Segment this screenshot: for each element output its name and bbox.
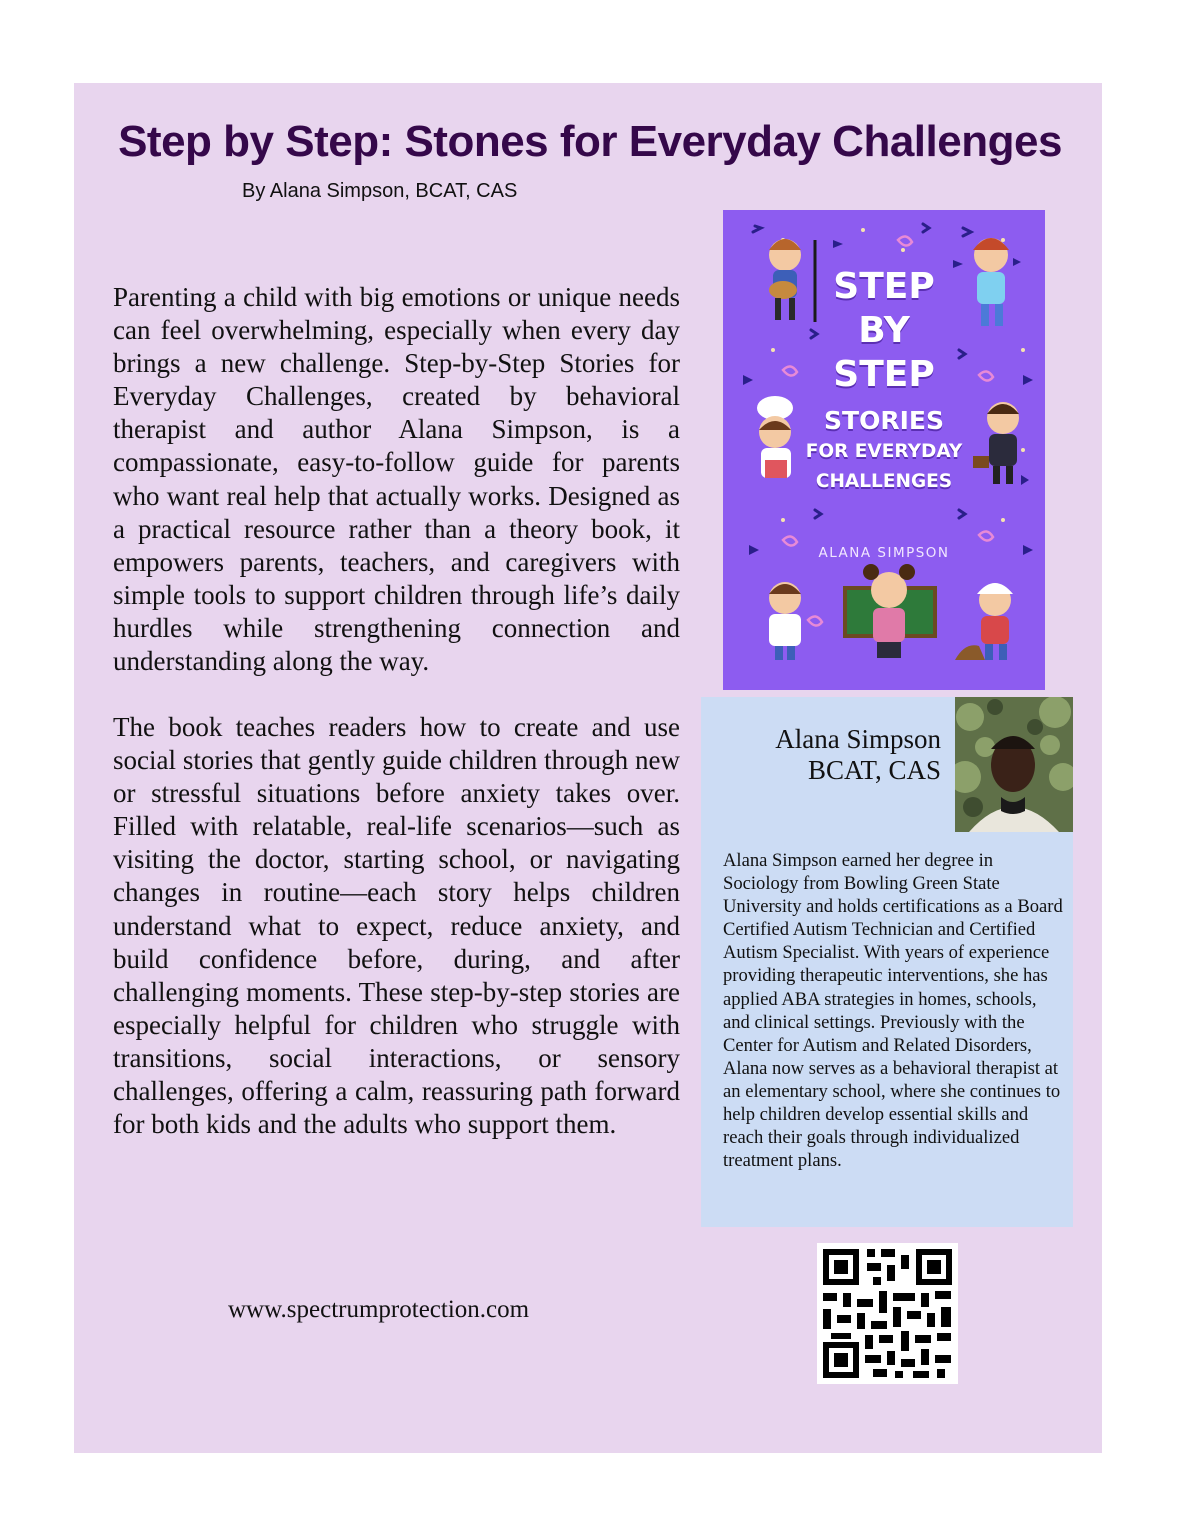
cover-title-step-2: STEP (833, 354, 935, 395)
cover-title-for-everyday: FOR EVERYDAY (805, 441, 963, 462)
author-credentials: BCAT, CAS (807, 755, 941, 785)
book-cover-image (723, 210, 1045, 690)
author-name-block (701, 724, 941, 786)
child-explorer (955, 583, 1013, 660)
cover-title-challenges: CHALLENGES (815, 471, 953, 492)
author-photo-illustration (955, 697, 1073, 832)
description-paragraph-2: The book teaches readers how to create and use social stories that gently guide children through new or stressful situations before anxiety takes over. Filled with relatable, real-life scenarios—such as visiting the doctor, starting school, or navigating changes in routine—each story helps children understand what to expect, reduce anxiety, and build confidence before, during, and after challenging moments. These step-by-step stories are especially helpful for children who struggle with transitions, social interactions, or sensory challenges, offering a calm, reassuring path forward for both kids and the adults who support them. (113, 712, 680, 1140)
child-teacher (845, 564, 935, 658)
child-scientist (769, 582, 801, 660)
website-link[interactable]: www.spectrumprotection.com (228, 1296, 530, 1323)
description-paragraph-1: Parenting a child with big emotions or unique needs can feel overwhelming, especially when every day brings a new challenge. Step-by-Step Stories for Everyday Challenges, created by behavioral therapist and author Alana Simpson, is a compassionate, easy-to-follow guide for parents who want real help that actually works. Designed as a practical resource rather than a theory book, it empowers parents, teachers, and caregivers with simple tools to support children through life’s daily hurdles while strengthening connection and understanding along the way. (113, 282, 680, 677)
flyer-title: Step by Step: Stones for Everyday Challenges (118, 117, 1062, 166)
author-name: Alana Simpson (775, 724, 941, 754)
author-bio: Alana Simpson earned her degree in Sociology from Bowling Green State University and holds certifications as a Board Certified Autism Technician and Certified Autism Specialist. With years of experience providing therapeutic interventions, she has applied ABA strategies in homes, schools, and clinical settings. Previously with the Center for Autism and Related Disorders, Alana now serves as a behavioral therapist at an elementary school, where she continues to help children develop essential skills and reach their goals through individualized treatment plans. (723, 850, 1063, 1172)
author-photo (955, 697, 1073, 832)
cover-title-block (723, 265, 1045, 497)
byline: By Alana Simpson, BCAT, CAS (242, 180, 518, 202)
cover-title-stories: STORIES (824, 406, 944, 435)
cover-author: ALANA SIMPSON (818, 545, 950, 561)
qr-code[interactable] (817, 1243, 958, 1384)
qr-code-pattern (817, 1243, 958, 1384)
cover-title-step-1: STEP (833, 266, 935, 307)
cover-title-by: BY (858, 310, 910, 351)
